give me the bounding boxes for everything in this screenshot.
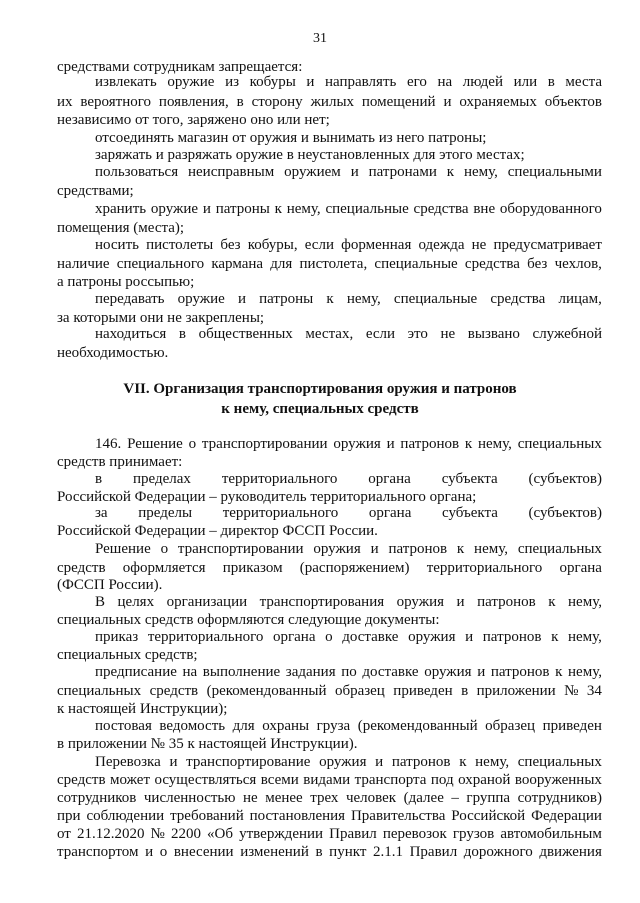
body-line: хранить оружие и патроны к нему, специальные средства вне оборудованного xyxy=(95,201,602,217)
body-line: предписание на выполнение задания по доставке оружия и патронов к нему, xyxy=(95,664,602,680)
body-line: в приложении № 35 к настоящей Инструкции). xyxy=(57,736,358,752)
body-line: носить пистолеты без кобуры, если форменная одежда не предусматривает xyxy=(95,237,602,253)
body-line: за которыми они не закреплены; xyxy=(57,310,265,326)
section-heading: к нему, специальных средств xyxy=(221,401,419,417)
body-line: передавать оружие и патроны к нему, специальные средства лицам, xyxy=(95,291,602,307)
body-line: извлекать оружие из кобуры и направлять его на людей или в места xyxy=(95,74,602,90)
body-line: Перевозка и транспортирование оружия и патронов к нему, специальных xyxy=(95,754,602,770)
body-line: средств может осуществляться всеми видами транспорта под охраной вооруженных xyxy=(57,772,602,788)
body-line: В целях организации транспортирования оружия и патронов к нему, xyxy=(95,594,602,610)
body-line: наличие специального кармана для пистолета, специальные средства без чехлов, xyxy=(57,256,602,272)
section-heading: VII. Организация транспортирования оружия и патронов xyxy=(123,381,517,397)
body-line: специальных средств; xyxy=(57,647,198,663)
body-line: пользоваться неисправным оружием и патронами к нему, специальными xyxy=(95,164,602,180)
page-number: 31 xyxy=(313,31,327,46)
body-line: средств оформляется приказом (распоряжением) территориального органа xyxy=(57,560,602,576)
body-line: специальных средств (рекомендованный образец приведен в приложении № 34 xyxy=(57,683,602,699)
body-line: Российской Федерации – руководитель территориального органа; xyxy=(57,489,477,505)
body-line: средствами сотрудникам запрещается: xyxy=(57,59,303,75)
body-line: в пределах территориального органа субъекта (субъектов) xyxy=(95,471,602,487)
body-line: заряжать и разряжать оружие в неустановленных для этого местах; xyxy=(95,147,525,163)
body-line: отсоединять магазин от оружия и вынимать из него патроны; xyxy=(95,130,487,146)
body-line: Российской Федерации – директор ФССП России. xyxy=(57,523,378,539)
body-line: от 21.12.2020 № 2200 «Об утверждении Правил перевозок грузов автомобильным xyxy=(57,826,602,842)
body-line: сотрудников численностью не менее трех человек (далее – группа сотрудников) xyxy=(57,790,602,806)
body-line: их вероятного появления, в сторону жилых помещений и охраняемых объектов xyxy=(57,94,602,110)
body-line: постовая ведомость для охраны груза (рекомендованный образец приведен xyxy=(95,718,602,734)
body-line: за пределы территориального органа субъекта (субъектов) xyxy=(95,505,602,521)
body-line: необходимостью. xyxy=(57,345,169,361)
body-line: средствами; xyxy=(57,183,134,199)
body-line: независимо от того, заряжено оно или нет; xyxy=(57,112,330,128)
body-line: помещения (места); xyxy=(57,220,185,236)
body-line: 146. Решение о транспортировании оружия и патронов к нему, специальных xyxy=(95,436,602,452)
body-line: специальных средств оформляются следующие документы: xyxy=(57,612,440,628)
body-line: Решение о транспортировании оружия и патронов к нему, специальных xyxy=(95,541,602,557)
body-line: к настоящей Инструкции); xyxy=(57,701,228,717)
body-line: при соблюдении требований постановления Правительства Российской Федерации xyxy=(57,808,602,824)
body-line: а патроны россыпью; xyxy=(57,274,195,290)
body-line: приказ территориального органа о доставке оружия и патронов к нему, xyxy=(95,629,602,645)
body-line: транспортом и о внесении изменений в пункт 2.1.1 Правил дорожного движения xyxy=(57,844,602,860)
body-line: находиться в общественных местах, если это не вызвано служебной xyxy=(95,326,602,342)
body-line: средств принимает: xyxy=(57,454,183,470)
body-line: (ФССП России). xyxy=(57,577,163,593)
